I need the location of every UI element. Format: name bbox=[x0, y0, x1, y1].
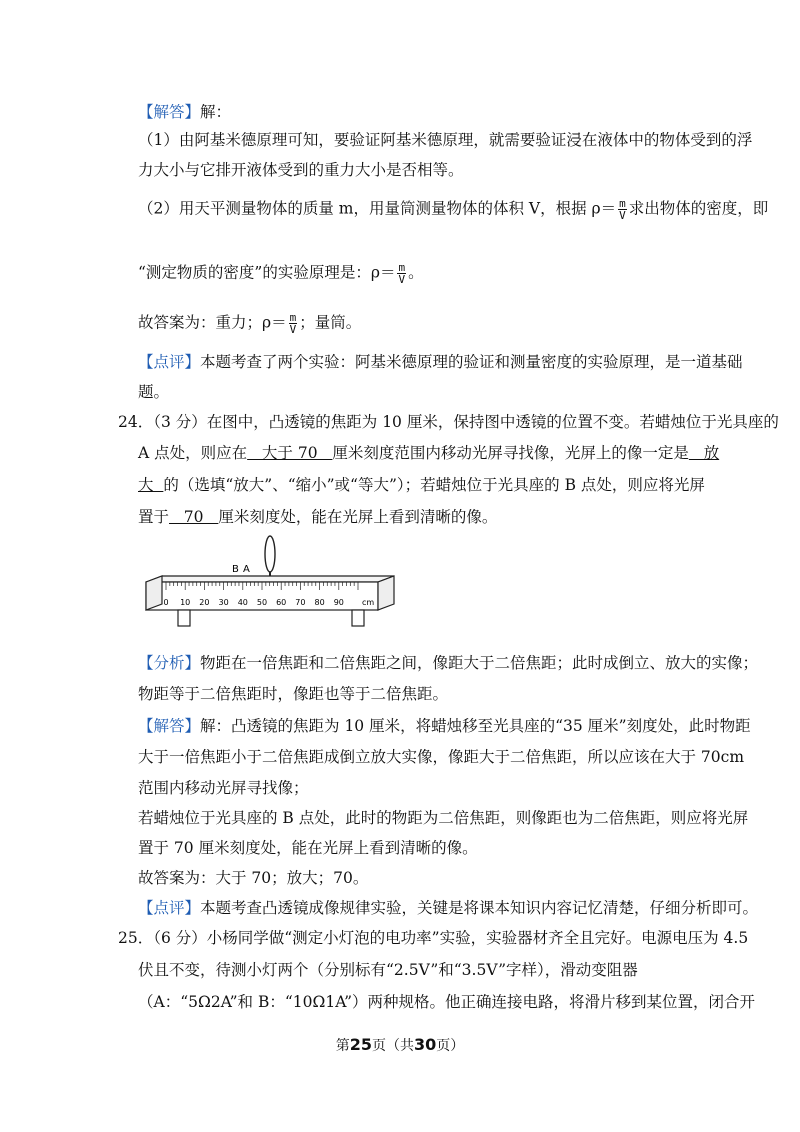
question-24-line bbox=[138, 475, 705, 495]
text-segment: 故答案为：重力；ρ＝ bbox=[138, 313, 287, 332]
bench-leg-left bbox=[178, 610, 190, 626]
scale-tick-label: 50 bbox=[256, 598, 268, 607]
text-segment: 。 bbox=[408, 263, 424, 282]
fraction-denominator: V bbox=[289, 323, 297, 336]
scale-tick-label: 70 bbox=[295, 598, 306, 607]
fraction-denominator: V bbox=[619, 209, 626, 222]
text-segment: 本题考查了两个实验：阿基米德原理的验证和测量密度的实验原理，是一道基础 bbox=[200, 353, 743, 371]
question-24-line bbox=[138, 507, 497, 527]
answer-tag: 【解答】 bbox=[138, 103, 201, 121]
question-25-line: （A：“5Ω2A”和 B：“10Ω1A”）两种规格。他正确连接电路，将滑片移到某位置，闭合开 bbox=[138, 993, 756, 1011]
answer-line-formula bbox=[138, 262, 424, 285]
bench-side bbox=[378, 576, 394, 610]
answer-heading bbox=[138, 102, 231, 122]
text-segment: ；量筒。 bbox=[299, 313, 362, 332]
scale-unit-label: cm bbox=[362, 598, 375, 607]
bench-top bbox=[146, 576, 394, 582]
answer-tag: 【解答】 bbox=[138, 717, 201, 735]
analysis-line bbox=[138, 653, 758, 673]
point-b-label: B bbox=[232, 564, 239, 575]
comment-tag: 【点评】 bbox=[138, 353, 201, 371]
footer-text: 页（共 bbox=[372, 1038, 414, 1054]
text-segment: 置于 bbox=[138, 508, 170, 526]
bench-end bbox=[146, 576, 162, 610]
page-total: 30 bbox=[414, 1035, 437, 1054]
footer-text: 第 bbox=[335, 1038, 350, 1054]
text-segment: （2）用天平测量物体的质量 m，用量筒测量物体的体积 V，根据 ρ＝ bbox=[138, 199, 617, 218]
answer-24-line: 故答案为：大于 70；放大；70。 bbox=[138, 869, 369, 887]
text-segment: A 点处，则应在 bbox=[138, 444, 248, 462]
density-fraction bbox=[618, 198, 627, 221]
answer-final-line bbox=[138, 312, 361, 335]
question-25-line: 伏且不变，待测小灯两个（分别标有“2.5V”和“3.5V”字样），滑动变阻器 bbox=[138, 961, 638, 979]
answer-line: 力大小与它排开液体受到的重力大小是否相等。 bbox=[138, 161, 464, 179]
scale-tick-label: 10 bbox=[180, 598, 191, 607]
text-segment: 解：凸透镜的焦距为 10 厘米，将蜡烛移至光具座的“35 厘米”刻度处，此时物距 bbox=[200, 717, 751, 735]
answer-24-line bbox=[138, 716, 751, 736]
question-24-line bbox=[138, 443, 719, 463]
answer-24-line: 范围内移动光屏寻找像； bbox=[138, 779, 309, 797]
comment-line bbox=[138, 898, 758, 918]
bench-leg-right bbox=[352, 610, 364, 626]
comment-line: 题。 bbox=[138, 383, 170, 401]
analysis-tag: 【分析】 bbox=[138, 654, 201, 672]
analysis-line: 物距等于二倍焦距时，像距也等于二倍焦距。 bbox=[138, 685, 449, 703]
optical-bench-figure bbox=[140, 532, 400, 652]
question-25-line: 25．（6 分）小杨同学做“测定小灯泡的电功率”实验，实验器材齐全且完好。电源电压为 4.5 bbox=[118, 929, 749, 947]
answer-line-formula bbox=[138, 198, 768, 221]
answer-head-text: 解： bbox=[200, 103, 232, 121]
text-segment: “测定物质的密度”的实验原理是：ρ＝ bbox=[138, 263, 396, 282]
point-a-label: A bbox=[243, 564, 250, 575]
answer-blank: 放 bbox=[688, 444, 720, 462]
scale-tick-label: 0 bbox=[163, 598, 169, 607]
convex-lens bbox=[265, 536, 275, 572]
scale-tick-label: 30 bbox=[218, 598, 229, 607]
scale-tick-label: 80 bbox=[314, 598, 325, 607]
text-segment: 厘米刻度处，能在光屏上看到清晰的像。 bbox=[218, 508, 498, 526]
page-number: 25 bbox=[349, 1035, 372, 1054]
answer-line: （1）由阿基米德原理可知，要验证阿基米德原理，就需要验证浸在液体中的物体受到的浮 bbox=[138, 131, 753, 149]
answer-blank: 大于 70 bbox=[247, 444, 333, 462]
text-segment: 本题考查凸透镜成像规律实验，关键是将课本知识内容记忆清楚，仔细分析即可。 bbox=[200, 899, 759, 917]
comment-tag: 【点评】 bbox=[138, 899, 201, 917]
text-segment: 物距在一倍焦距和二倍焦距之间，像距大于二倍焦距；此时成倒立、放大的实像； bbox=[200, 654, 759, 672]
scale-tick-label: 90 bbox=[333, 598, 344, 607]
footer-text: 页） bbox=[436, 1038, 465, 1054]
text-segment: 求出物体的密度，即 bbox=[628, 199, 769, 218]
scale-tick-label: 20 bbox=[199, 598, 210, 607]
answer-blank: 70 bbox=[169, 508, 219, 526]
question-24-line: 24．（3 分）在图中，凸透镜的焦距为 10 厘米，保持图中透镜的位置不变。若蜡烛位于光具座的 bbox=[118, 413, 779, 431]
answer-24-line: 置于 70 厘米刻度处，能在光屏上看到清晰的像。 bbox=[138, 839, 478, 857]
page-footer bbox=[0, 1035, 800, 1055]
answer-24-line: 大于一倍焦距小于二倍焦距成倒立放大实像，像距大于二倍焦距，所以应该在大于 70cm bbox=[138, 748, 745, 766]
fraction-numerator: m bbox=[619, 197, 626, 210]
fraction-denominator: V bbox=[398, 273, 406, 286]
answer-24-line: 若蜡烛位于光具座的 B 点处，此时的物距为二倍焦距，则像距也为二倍焦距，则应将光屏 bbox=[138, 809, 749, 827]
scale-tick-label: 60 bbox=[276, 598, 287, 607]
fraction-numerator: m bbox=[289, 311, 297, 324]
density-fraction bbox=[289, 312, 298, 335]
answer-blank: 大 bbox=[138, 476, 164, 494]
fraction-numerator: m bbox=[398, 261, 406, 274]
text-segment: 的（选填“放大”、“缩小”或“等大”）；若蜡烛位于光具座的 B 点处，则应将光屏 bbox=[163, 476, 705, 494]
comment-line bbox=[138, 352, 743, 372]
text-segment: 厘米刻度范围内移动光屏寻找像，光屏上的像一定是 bbox=[332, 444, 689, 462]
density-fraction bbox=[397, 262, 406, 285]
scale-tick-label: 40 bbox=[237, 598, 248, 607]
